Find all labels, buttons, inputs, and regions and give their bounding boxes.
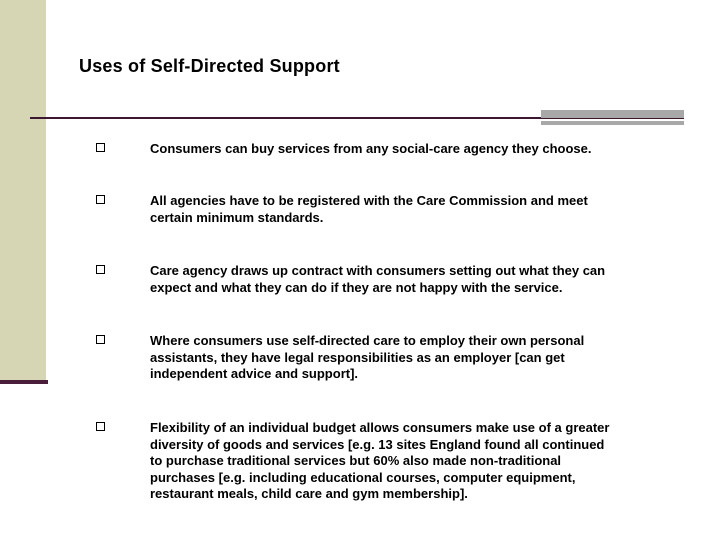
- bullet-text: Consumers can buy services from any social-care agency they choose.: [150, 141, 592, 156]
- list-item: [96, 141, 656, 158]
- checkbox-square-icon: [96, 265, 106, 275]
- left-decorative-band: [0, 0, 46, 384]
- checkbox-square-icon: [96, 195, 106, 205]
- list-item: [96, 333, 656, 383]
- checkbox-square-icon: [96, 335, 106, 345]
- slide-title: Uses of Self-Directed Support: [79, 56, 340, 76]
- checkbox-square-icon: [96, 422, 106, 432]
- list-item: [96, 193, 656, 226]
- left-band-rule: [0, 380, 48, 384]
- bullet-text: Flexibility of an individual budget allows consumers make use of a greater diversity of goods and services [e.g. 13 sites England found all continued to purchase traditional services but 60% also made non-traditional purchases [e.g. including educational courses, computer equipment, restaurant meals, child care and gym membership].: [150, 420, 610, 501]
- list-item: [96, 263, 656, 296]
- checkbox-square-icon: [96, 143, 106, 153]
- bullet-text: Care agency draws up contract with consumers setting out what they can expect and what they can do if they are not happy with the service.: [150, 263, 606, 295]
- bullet-text: All agencies have to be registered with the Care Commission and meet certain minimum standards.: [150, 193, 588, 225]
- accent-bar-lower: [541, 121, 684, 125]
- list-item: [96, 420, 656, 503]
- accent-bar: [541, 110, 684, 118]
- bullet-text: Where consumers use self-directed care to employ their own personal assistants, they have legal responsibilities as an employer [can get independent advice and support].: [150, 333, 585, 381]
